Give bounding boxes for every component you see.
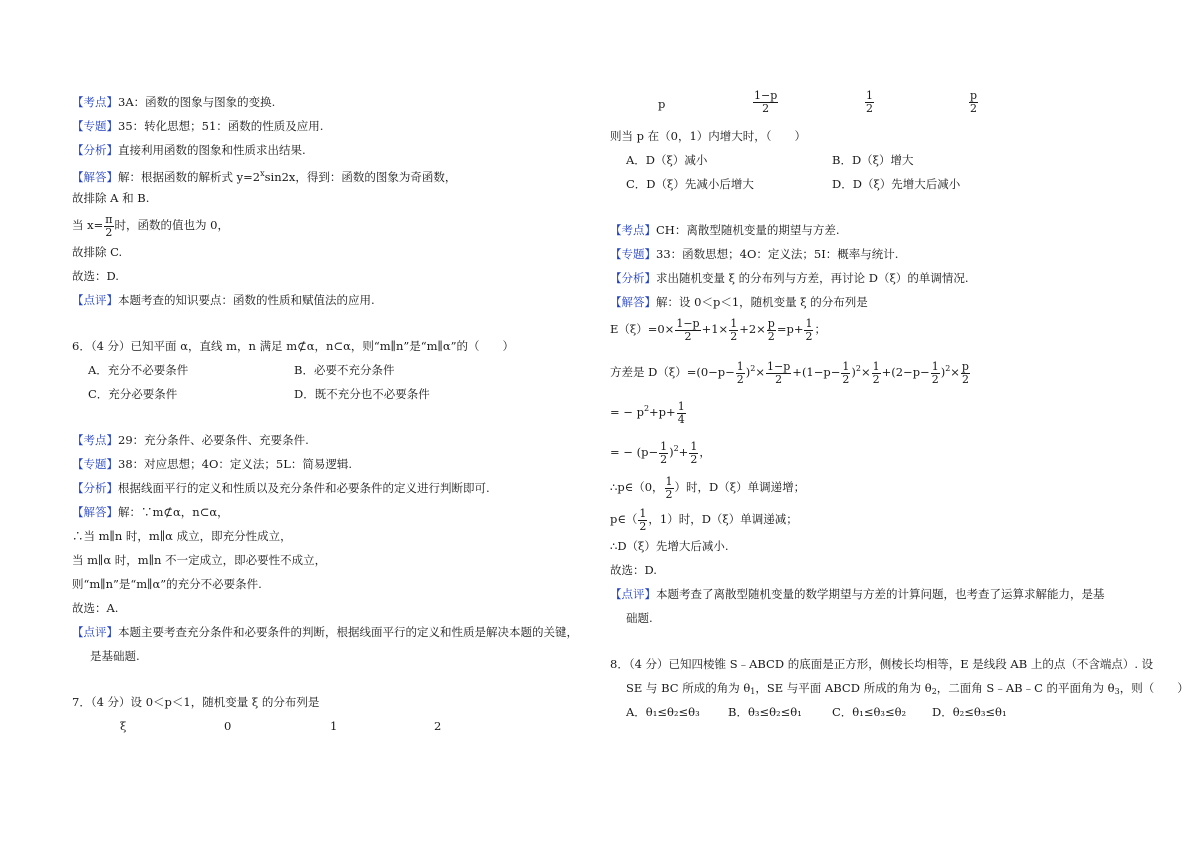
q7-row-xi-label: ξ — [120, 719, 127, 733]
q8-option-a: A．θ₁≤θ₂≤θ₃ — [626, 705, 700, 719]
q7-p-value-2: $\frac{p}{2}$ — [970, 89, 978, 115]
q7-option-a: A．D（ξ）减小 — [626, 153, 708, 167]
q8-option-d: D．θ₂≤θ₃≤θ₁ — [932, 705, 1007, 719]
q6-line4: 故选：A. — [72, 601, 119, 615]
q6-option-b: B．必要不充分条件 — [294, 363, 395, 377]
q7-stem: 7．（4 分）设 0＜p＜1，随机变量 ξ 的分布列是 — [72, 695, 320, 709]
q7-dianping-cont: 础题. — [626, 611, 653, 625]
q7-row-value-2: 2 — [434, 719, 442, 733]
q8-option-c: C．θ₁≤θ₃≤θ₂ — [832, 705, 907, 719]
q6-line3: 则“m∥n”是“m∥α”的充分不必要条件. — [72, 577, 262, 591]
tag-fenxi: 【分析】 — [72, 143, 118, 157]
q7-p-value-0: $\frac{1-p}{2}$ — [754, 89, 778, 115]
q7-p-value-1: $\frac{1}{2}$ — [866, 89, 873, 115]
q7-monotone-2: p∈（ $\frac{1}{2}$ ，1）时，D（ξ）单调递减； — [610, 506, 798, 533]
q5-fenxi: 【分析】直接利用函数的图象和性质求出结果. — [72, 143, 306, 157]
tag-jieda: 【解答】 — [72, 170, 118, 184]
q7-dianping: 【点评】本题考查了离散型随机变量的数学期望与方差的计算问题，也考查了运算求解能力，是基 — [610, 587, 1105, 601]
q5-line3: 故排除 C. — [72, 245, 123, 259]
q6-option-c: C．充分必要条件 — [88, 387, 178, 401]
q5-line2: 当 x= $\frac{\pi}{2}$ 时，函数的值也为 0， — [72, 212, 229, 239]
q6-stem: 6．（4 分）已知平面 α，直线 m，n 满足 m⊄α，n⊂α，则“m∥n”是“m∥α”的（ ） — [72, 339, 514, 353]
q5-jieda: 【解答】解：根据函数的解析式 $y=2^x\sin 2x$，得到：函数的图象为奇函数， — [72, 169, 457, 184]
q7-variance-simplified-1: = − $p^2+p+$ $\frac{1}{4}$ — [610, 399, 685, 426]
q7-option-c: C．D（ξ）先减小后增大 — [626, 177, 754, 191]
q7-jieda: 【解答】解：设 0＜p＜1，随机变量 ξ 的分布列是 — [610, 295, 868, 309]
q7-variance-simplified-2: = − (p− $\frac{1}{2}$ )$^2$+ $\frac{1}{2}$ ， — [610, 439, 711, 466]
tag-dianping: 【点评】 — [72, 293, 118, 307]
q6-dianping-cont: 是基础题. — [90, 649, 140, 663]
q6-zhuanti: 【专题】38：对应思想；4O：定义法；5L：简易逻辑. — [72, 457, 352, 471]
q7-conclusion: ∴D（ξ）先增大后减小. — [610, 539, 729, 553]
q7-p-row-label: p — [658, 97, 666, 111]
q6-dianping: 【点评】本题主要考查充分条件和必要条件的判断，根据线面平行的定义和性质是解决本题的关键， — [72, 625, 578, 639]
q6-fenxi: 【分析】根据线面平行的定义和性质以及充分条件和必要条件的定义进行判断即可. — [72, 481, 490, 495]
q7-option-d: D．D（ξ）先增大后减小 — [832, 177, 961, 191]
q6-kaodian: 【考点】29：充分条件、必要条件、充要条件. — [72, 433, 309, 447]
q7-row-value-0: 0 — [224, 719, 232, 733]
q7-zhuanti: 【专题】33：函数思想；4O：定义法；5I：概率与统计. — [610, 247, 899, 261]
q7-answer: 故选：D. — [610, 563, 657, 577]
q7-row-value-1: 1 — [330, 719, 338, 733]
q7-kaodian: 【考点】CH：离散型随机变量的期望与方差. — [610, 223, 840, 237]
q7-variance: 方差是 D（ξ）=(0−p− $\frac{1}{2}$ )$^2$× $\frac{1-p}{2}$ +(1−p− $\frac{1}{2}$ )$^2$× $\frac{1}{2}$ +(2−p− $\frac{1}{2}$ )$^2$× $\frac{p}{2}$ — [610, 359, 969, 386]
tag-kaodian: 【考点】 — [72, 95, 118, 109]
q6-line1: ∴当 m∥n 时，m∥α 成立，即充分性成立， — [72, 529, 292, 543]
q7-fenxi: 【分析】求出随机变量 ξ 的分布列与方差，再讨论 D（ξ）的单调情况. — [610, 271, 969, 285]
q5-dianping: 【点评】本题考查的知识要点：函数的性质和赋值法的应用. — [72, 293, 375, 307]
q7-option-b: B．D（ξ）增大 — [832, 153, 914, 167]
q5-kaodian: 【考点】3A：函数的图象与图象的变换. — [72, 95, 276, 109]
q7-expectation: E（ξ）=0× $\frac{1-p}{2}$ +1× $\frac{1}{2}$ +2× $\frac{p}{2}$ =p+ $\frac{1}{2}$ ； — [610, 316, 826, 343]
q6-option-d: D．既不充分也不必要条件 — [294, 387, 430, 401]
q8-option-b: B．θ₃≤θ₂≤θ₁ — [728, 705, 802, 719]
q5-line1: 故排除 A 和 B. — [72, 191, 150, 205]
fraction-pi-over-2: $\frac{\pi}{2}$ — [105, 212, 113, 239]
q8-stem-line1: 8．（4 分）已知四棱锥 S﹣ABCD 的底面是正方形，侧棱长均相等，E 是线段 AB 上的点（不含端点）. 设 — [610, 657, 1154, 671]
q6-line2: 当 m∥α 时，m∥n 不一定成立，即必要性不成立， — [72, 553, 327, 567]
q7-question: 则当 p 在（0，1）内增大时，（ ） — [610, 129, 807, 143]
q5-line4: 故选：D. — [72, 269, 119, 283]
q6-jieda: 【解答】解：∵m⊄α，n⊂α， — [72, 505, 229, 519]
q5-zhuanti: 【专题】35：转化思想；51：函数的性质及应用. — [72, 119, 324, 133]
tag-zhuanti: 【专题】 — [72, 119, 118, 133]
q7-monotone-1: ∴p∈（0， $\frac{1}{2}$ ）时，D（ξ）单调递增； — [610, 474, 806, 501]
q6-option-a: A．充分不必要条件 — [88, 363, 189, 377]
q8-stem-line2: SE 与 BC 所成的角为 $\theta_1$，SE 与平面 ABCD 所成的角为 $\theta_2$，二面角 S﹣AB﹣C 的平面角为 $\theta_3$，则（ ） — [626, 681, 1189, 696]
